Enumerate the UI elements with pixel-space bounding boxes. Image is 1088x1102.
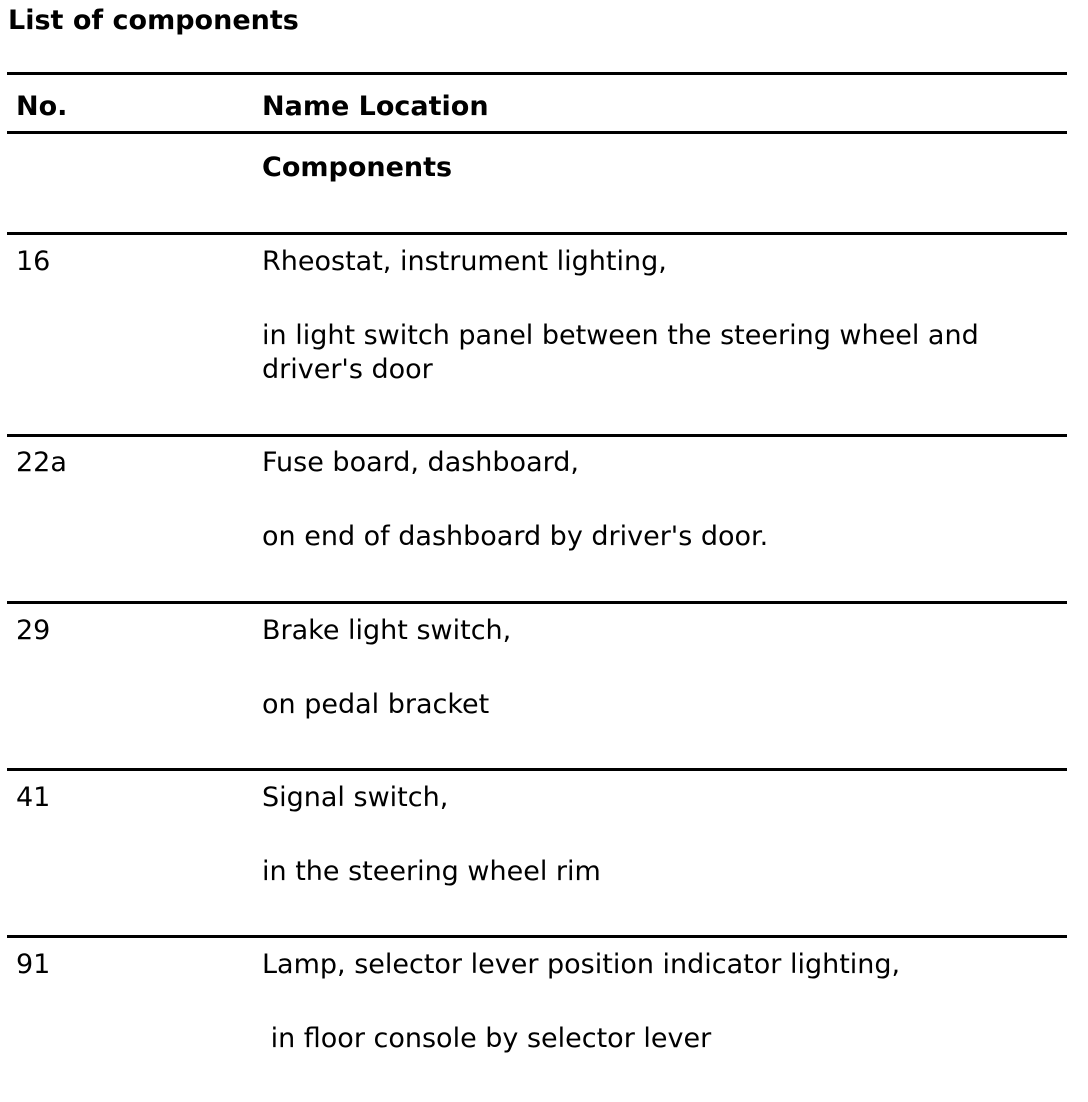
row-number: 91 (16, 949, 51, 980)
row-number: 29 (16, 615, 51, 646)
row-divider (7, 768, 1067, 771)
component-location: in light switch panel between the steering wheel and driver's door (262, 320, 979, 385)
component-name: Rheostat, instrument lighting, (262, 246, 667, 277)
header-name-location: Name Location (262, 91, 489, 122)
component-location: in the steering wheel rim (262, 856, 601, 887)
header-rule (7, 131, 1067, 134)
component-name: Signal switch, (262, 782, 449, 813)
document-title: List of components (8, 5, 299, 36)
row-divider (7, 232, 1067, 235)
row-divider (7, 434, 1067, 437)
section-label: Components (262, 152, 453, 183)
table-top-rule (7, 72, 1067, 75)
component-location: in floor console by selector lever (262, 1023, 712, 1054)
header-no: No. (16, 91, 68, 122)
component-name: Brake light switch, (262, 615, 512, 646)
component-name: Fuse board, dashboard, (262, 447, 579, 478)
component-location: on pedal bracket (262, 689, 490, 720)
component-location: on end of dashboard by driver's door. (262, 521, 769, 552)
row-divider (7, 935, 1067, 938)
row-number: 16 (16, 246, 51, 277)
row-number: 22a (16, 447, 67, 478)
component-name: Lamp, selector lever position indicator lighting, (262, 949, 901, 980)
row-divider (7, 601, 1067, 604)
row-number: 41 (16, 782, 51, 813)
